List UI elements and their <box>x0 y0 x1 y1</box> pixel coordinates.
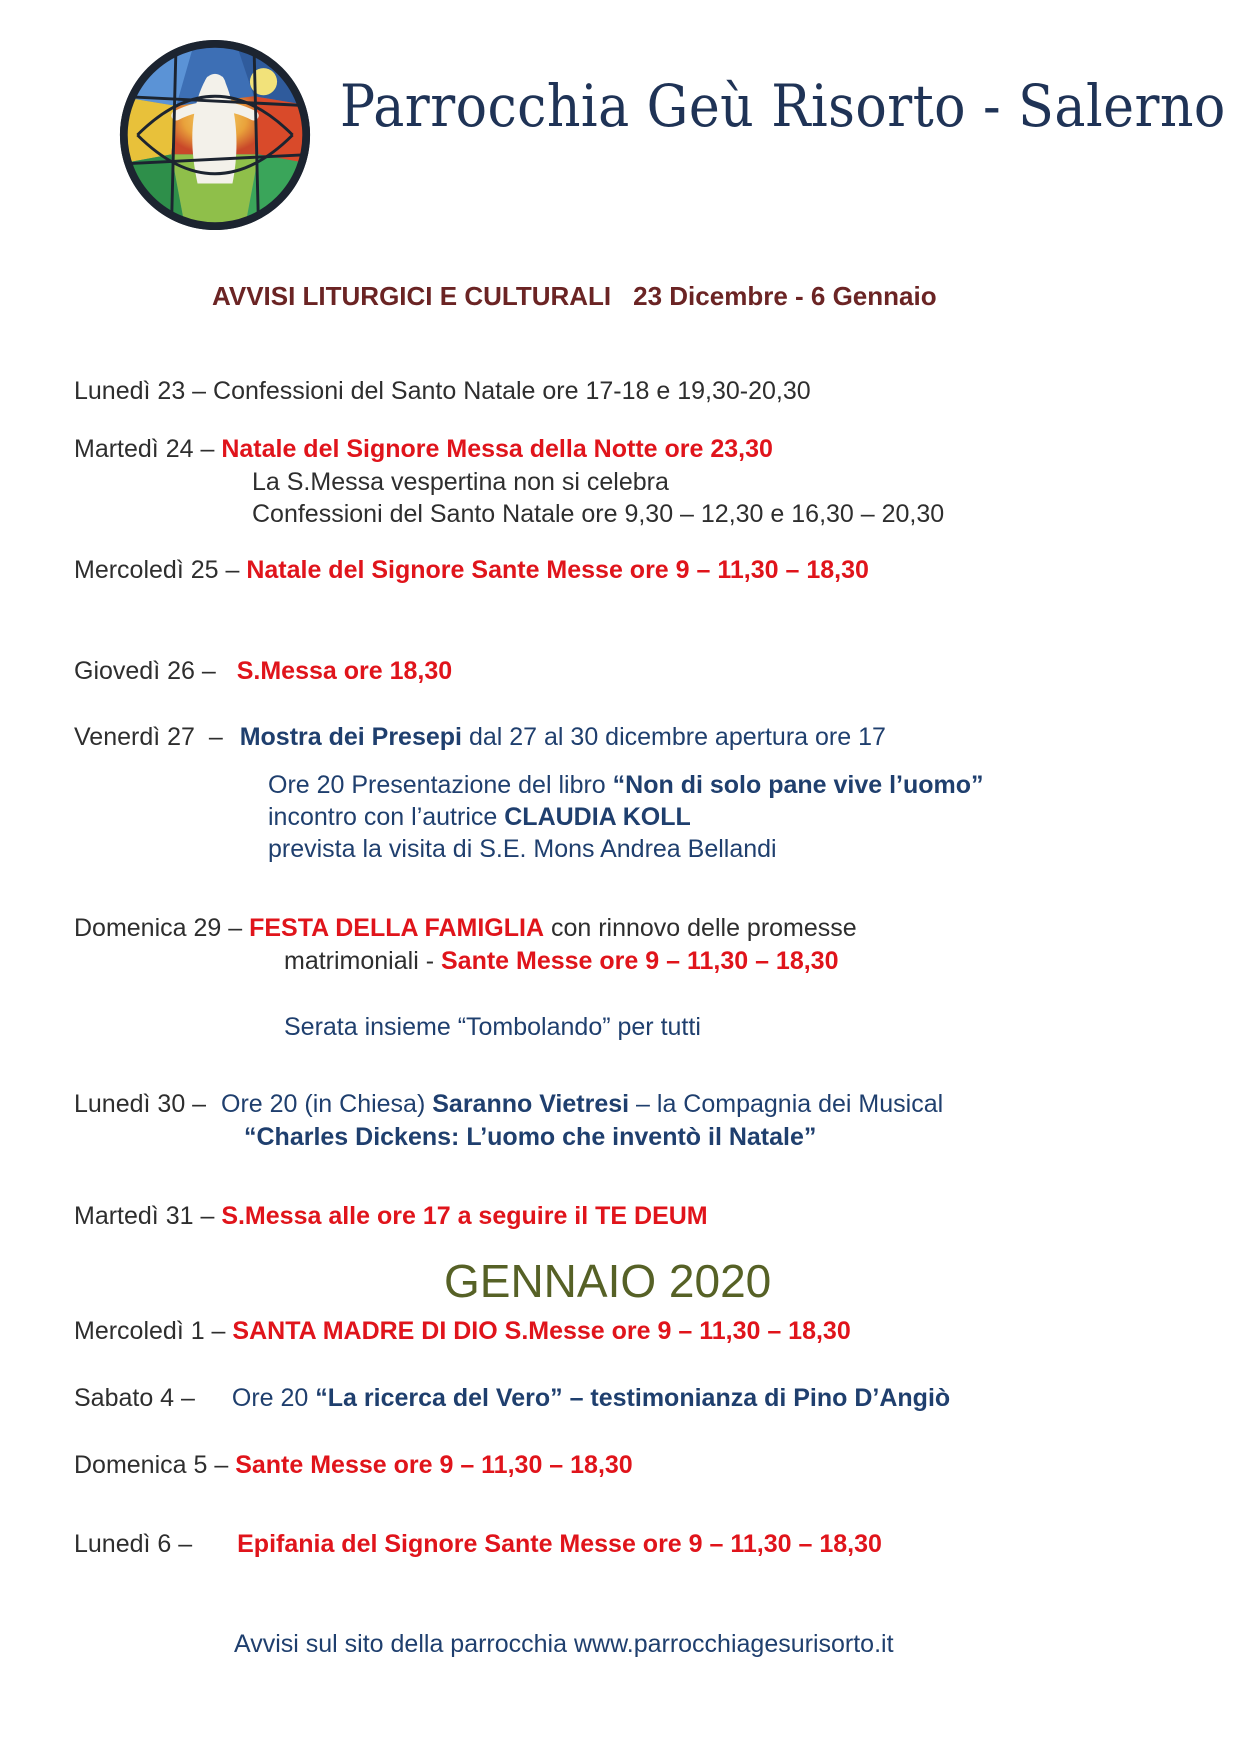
entry-lunedi-30 <box>74 1089 943 1119</box>
entry-highlight: Natale del Signore Sante Messe ore 9 – 11,30 – 18,30 <box>246 556 869 584</box>
day-label: Lunedì 6 – <box>74 1530 193 1558</box>
heading-title: AVVISI LITURGICI E CULTURALI <box>212 281 612 311</box>
entry-lunedi-30-line2 <box>244 1122 816 1152</box>
day-label: Martedì 24 – <box>74 435 215 463</box>
event-title: Mostra dei Presepi <box>239 723 462 751</box>
entry-sabato-4 <box>74 1383 950 1413</box>
entry-venerdi-27-line3 <box>268 802 691 832</box>
entry-martedi-24 <box>74 434 773 464</box>
bulletin-heading <box>212 281 937 312</box>
entry-text: Ore 20 (in Chiesa) <box>221 1090 426 1118</box>
day-label: Lunedì 23 – <box>74 377 207 405</box>
entry-highlight: SANTA MADRE DI DIO S.Messe ore 9 – 11,30 – 18,30 <box>232 1317 851 1345</box>
entry-lunedi-23 <box>74 376 811 406</box>
author-name: CLAUDIA KOLL <box>504 803 691 831</box>
month-heading: GENNAIO 2020 <box>444 1255 772 1307</box>
entry-highlight: S.Messa alle ore 17 a seguire il TE DEUM <box>221 1202 708 1230</box>
entry-text: incontro con l’autrice <box>268 803 498 831</box>
entry-highlight: Epifania del Signore Sante Messe ore 9 – 11,30 – 18,30 <box>237 1530 882 1558</box>
entry-venerdi-27 <box>74 722 886 752</box>
entry-highlight: Natale del Signore Messa della Notte ore 23,30 <box>221 435 773 463</box>
show-title: “Charles Dickens: L’uomo che inventò il Natale” <box>244 1123 817 1151</box>
entry-domenica-29-line2 <box>284 946 838 976</box>
day-label: Lunedì 30 – <box>74 1090 207 1118</box>
entry-martedi-31 <box>74 1201 708 1231</box>
entry-text: con rinnovo delle promesse <box>550 914 857 942</box>
entry-text: – la Compagnia dei Musical <box>636 1090 944 1118</box>
day-label: Venerdì 27 – <box>74 723 223 751</box>
entry-lunedi-6 <box>74 1529 882 1559</box>
day-label: Giovedì 26 – <box>74 657 216 685</box>
day-label: Mercoledì 1 – <box>74 1317 226 1345</box>
entry-text: matrimoniali - <box>284 947 435 975</box>
entry-domenica-29-line3: Serata insieme “Tombolando” per tutti <box>284 1013 701 1041</box>
entry-giovedi-26 <box>74 656 452 686</box>
footer-website-note: Avvisi sul sito della parrocchia www.parrocchiagesurisorto.it <box>234 1630 894 1658</box>
day-label: Martedì 31 – <box>74 1202 215 1230</box>
entry-venerdi-27-line4: prevista la visita di S.E. Mons Andrea Bellandi <box>268 835 777 863</box>
day-label: Mercoledì 25 – <box>74 556 240 584</box>
parish-title: Parrocchia Geù Risorto - Salerno <box>340 72 1226 140</box>
entry-martedi-24-line3: Confessioni del Santo Natale ore 9,30 – 12,30 e 16,30 – 20,30 <box>252 500 945 528</box>
day-label: Domenica 5 – <box>74 1451 229 1479</box>
entry-text: Confessioni del Santo Natale ore 17-18 e 19,30-20,30 <box>213 377 811 405</box>
event-title: “La ricerca del Vero” – testimonianza di Pino D’Angiò <box>315 1384 951 1412</box>
heading-dates: 23 Dicembre - 6 Gennaio <box>633 281 937 311</box>
book-title: “Non di solo pane vive l’uomo” <box>612 771 984 799</box>
entry-domenica-5 <box>74 1450 633 1480</box>
entry-mercoledi-25 <box>74 555 869 585</box>
entry-highlight: S.Messa ore 18,30 <box>236 657 453 685</box>
entry-martedi-24-line2: La S.Messa vespertina non si celebra <box>252 468 669 496</box>
day-label: Domenica 29 – <box>74 914 243 942</box>
event-title: Saranno Vietresi <box>432 1090 630 1118</box>
parish-logo-icon <box>118 38 312 232</box>
entry-text: Ore 20 <box>231 1384 309 1412</box>
day-label: Sabato 4 – <box>74 1384 195 1412</box>
entry-text: Ore 20 Presentazione del libro <box>268 771 606 799</box>
entry-highlight: Sante Messe ore 9 – 11,30 – 18,30 <box>235 1451 633 1479</box>
entry-mercoledi-1 <box>74 1316 851 1346</box>
entry-highlight: FESTA DELLA FAMIGLIA <box>249 914 544 942</box>
entry-highlight: Sante Messe ore 9 – 11,30 – 18,30 <box>440 947 839 975</box>
entry-domenica-29 <box>74 913 857 943</box>
entry-text: dal 27 al 30 dicembre apertura ore 17 <box>468 723 886 751</box>
entry-venerdi-27-line2 <box>268 770 984 800</box>
